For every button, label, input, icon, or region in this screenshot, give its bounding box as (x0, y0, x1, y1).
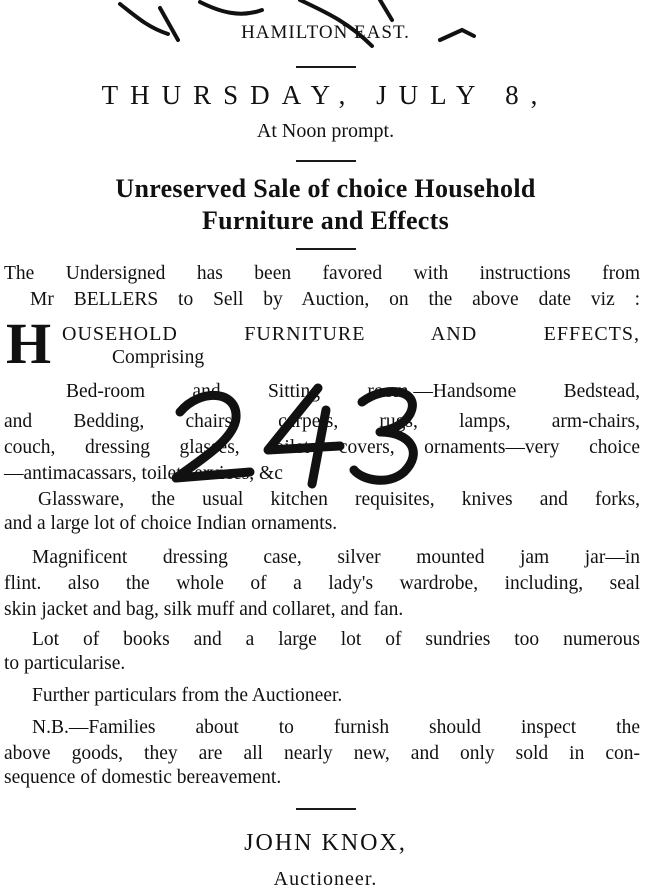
paragraph-line: above goods, they are all nearly new, and only sold in con- (4, 743, 640, 764)
paragraph-line: Further particulars from the Auctioneer. (32, 685, 343, 706)
intro-line-2: Mr BELLERS to Sell by Auction, on the above date viz : (30, 289, 640, 310)
handwritten-number-mark (140, 380, 440, 490)
paragraph-line: flint. also the whole of a lady's wardrobe, including, seal (4, 573, 640, 594)
intro-line-1: The Undersigned has been favored with instructions from (4, 263, 640, 284)
auctioneer-title: Auctioneer. (273, 868, 378, 890)
paragraph-line: Magnificent dressing case, silver mounted jam jar—in (32, 547, 640, 568)
paragraph-line: skin jacket and bag, silk muff and collaret, and fan. (4, 599, 404, 620)
divider-rule (296, 808, 356, 810)
divider-rule (296, 248, 356, 250)
divider-rule (296, 66, 356, 68)
paragraph-line: Bed-room and Sitting room.—Handsome Bedstead, (66, 381, 640, 402)
comprising-label: Comprising (112, 347, 205, 368)
paragraph-line: to particularise. (4, 653, 126, 674)
paragraph-line: and a large lot of choice Indian ornaments. (4, 513, 338, 534)
paragraph-line: Lot of books and a large lot of sundries too numerous (32, 629, 640, 650)
paragraph-line: couch, dressing glasses, toilet covers, ornaments—very choice (4, 437, 640, 458)
sale-date: THURSDAY, JULY 8, (101, 80, 550, 110)
auctioneer-name: JOHN KNOX, (244, 830, 407, 856)
paragraph-line: sequence of domestic bereavement. (4, 767, 282, 788)
paragraph-line: Glassware, the usual kitchen requisites, knives and forks, (38, 489, 640, 510)
sale-title-line-2: Furniture and Effects (201, 206, 450, 235)
paragraph-line: N.B.—Families about to furnish should inspect the (32, 717, 640, 738)
place-line: HAMILTON EAST. (241, 22, 410, 43)
paragraph-line: —antimacassars, toilet services, &c (4, 463, 283, 484)
drop-cap: H (6, 311, 52, 376)
sale-title-line-1: Unreserved Sale of choice Household (115, 174, 536, 203)
divider-rule (296, 160, 356, 162)
paragraph-line: and Bedding, chairs, carpets, rugs, lamps, arm-chairs, (4, 411, 640, 432)
sale-time: At Noon prompt. (256, 120, 395, 142)
section-heading: OUSEHOLD FURNITURE AND EFFECTS, (62, 323, 640, 345)
